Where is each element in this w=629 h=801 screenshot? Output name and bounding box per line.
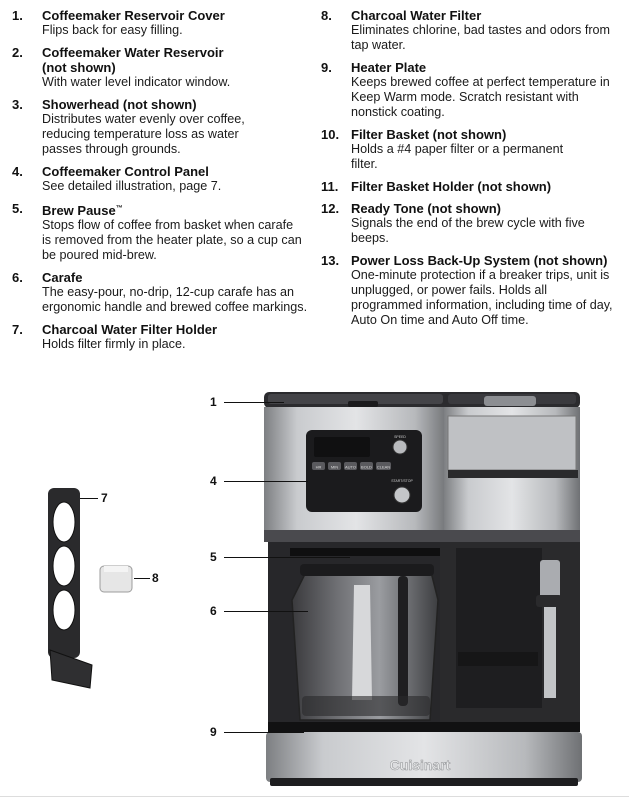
item-description: Flips back for easy filling. <box>42 23 183 37</box>
leader-line <box>80 498 98 499</box>
charcoal-filter-holder <box>48 488 92 688</box>
clean-label: CLEAN <box>376 464 391 470</box>
carafe <box>292 564 438 720</box>
charcoal-water-filter <box>100 566 132 592</box>
item-title: Filter Basket Holder (not shown) <box>351 179 552 194</box>
item-description: Keeps brewed coffee at perfect temperature in Keep Warm mode. Scratch resistant with nonstick coating. <box>351 75 610 119</box>
leader-line <box>224 481 308 482</box>
item-title <box>42 201 312 218</box>
item-title: Showerhead (not shown) <box>42 97 197 112</box>
item-title: Coffeemaker Control Panel <box>42 164 209 179</box>
min-label: MIN <box>330 464 339 470</box>
item-number: 2. <box>12 45 23 60</box>
parts-list-left <box>12 8 312 359</box>
trademark-symbol: ™ <box>115 205 123 212</box>
list-item <box>321 60 621 120</box>
item-title: Charcoal Water Filter <box>351 8 482 23</box>
list-item <box>321 253 621 328</box>
item-number: 10. <box>321 127 340 142</box>
item-description: Stops flow of coffee from basket when carafe is removed from the heater plate, so a cup can be poured mid-brew. <box>42 218 302 262</box>
item-title: Filter Basket (not shown) <box>351 127 507 142</box>
callout-9: 9 <box>210 725 217 739</box>
item-number: 3. <box>12 97 23 112</box>
item-description: Holds a #4 paper filter or a permanent filter. <box>351 142 564 171</box>
speed-label: SPEED <box>394 435 406 439</box>
item-title: Heater Plate <box>351 60 427 75</box>
start-stop-label: START/STOP <box>391 479 413 483</box>
list-item <box>12 270 312 315</box>
brand-logo: Cuisinart <box>389 757 451 773</box>
list-item <box>321 8 621 53</box>
item-description: With water level indicator window. <box>42 75 231 89</box>
callout-6: 6 <box>210 604 217 618</box>
leader-line <box>224 611 308 612</box>
item-title: Coffeemaker Reservoir Cover <box>42 8 225 23</box>
list-item <box>12 164 312 194</box>
item-title: Coffeemaker Water Reservoir (not shown) <box>42 45 224 75</box>
start-stop-dial[interactable] <box>394 487 410 503</box>
item-number: 11. <box>321 179 339 194</box>
list-item <box>12 45 312 90</box>
item-title-text: Brew Pause <box>42 203 116 218</box>
panel-display <box>314 437 370 457</box>
item-number: 13. <box>321 253 340 268</box>
item-title: Charcoal Water Filter Holder <box>42 322 218 337</box>
item-number: 6. <box>12 270 23 285</box>
panel-buttons <box>312 462 391 470</box>
item-number: 8. <box>321 8 332 23</box>
list-item <box>321 201 621 246</box>
item-description: The easy-pour, no-drip, 12-cup carafe has an ergonomic handle and brewed coffee markings. <box>42 285 308 314</box>
item-number: 1. <box>12 8 23 23</box>
page-divider <box>0 796 629 797</box>
item-number: 9. <box>321 60 332 75</box>
auto-label: AUTO <box>344 464 357 470</box>
item-number: 5. <box>12 201 23 216</box>
speed-dial[interactable] <box>393 440 407 454</box>
bold-label: BOLD <box>361 464 372 470</box>
list-item <box>12 201 312 263</box>
list-item <box>12 322 312 352</box>
parts-list-right <box>321 8 621 335</box>
leader-line <box>224 402 284 403</box>
list-item <box>321 179 621 194</box>
item-description: Eliminates chlorine, bad tastes and odors from tap water. <box>351 23 611 52</box>
item-number: 12. <box>321 201 340 216</box>
callout-4: 4 <box>210 474 217 488</box>
leader-line <box>134 578 150 579</box>
coffeemaker-illustration <box>0 380 629 801</box>
callout-5: 5 <box>210 550 217 564</box>
base <box>266 722 582 786</box>
reservoir-cover <box>264 392 580 408</box>
leader-line <box>224 557 350 558</box>
item-title: Power Loss Back-Up System (not shown) <box>351 253 608 268</box>
item-number: 7. <box>12 322 23 337</box>
callout-7: 7 <box>101 491 108 505</box>
control-panel <box>306 430 422 512</box>
leader-line <box>224 732 304 733</box>
item-number: 4. <box>12 164 23 179</box>
item-description: Holds filter firmly in place. <box>42 337 186 351</box>
callout-8: 8 <box>152 571 159 585</box>
list-item <box>12 97 312 157</box>
callout-1: 1 <box>210 395 217 409</box>
list-item <box>321 127 621 172</box>
list-item <box>12 8 312 38</box>
item-title: Ready Tone (not shown) <box>351 201 501 216</box>
item-description: Signals the end of the brew cycle with five beeps. <box>351 216 585 245</box>
item-description: See detailed illustration, page 7. <box>42 179 222 193</box>
item-description: Distributes water evenly over coffee, reducing temperature loss as water passes through grounds. <box>42 112 245 156</box>
item-title: Carafe <box>42 270 83 285</box>
hr-label: HR <box>315 464 322 470</box>
item-description: One-minute protection if a breaker trips, unit is unplugged, or power fails. Holds all programmed information, including time of day, Auto On time and Auto Off time. <box>351 268 613 327</box>
